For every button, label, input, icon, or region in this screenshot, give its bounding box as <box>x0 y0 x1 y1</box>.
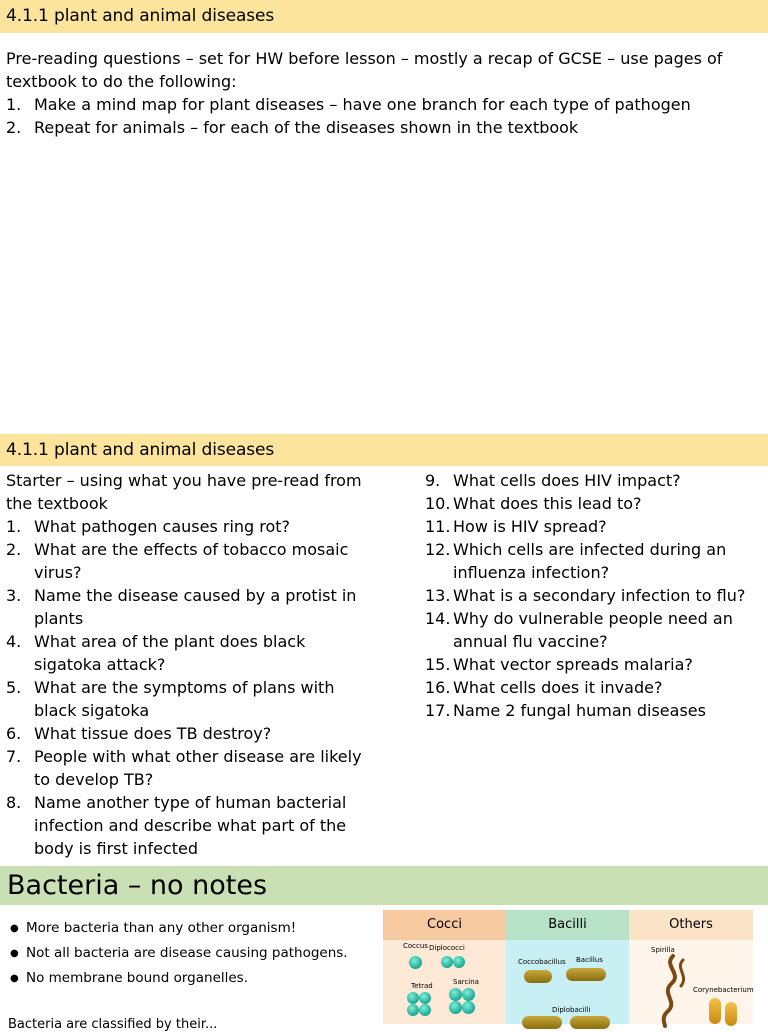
question-number: 7. <box>6 747 22 766</box>
question-item <box>425 515 760 538</box>
diplococci-label: Diplococci <box>429 944 465 952</box>
bacillus-label: Bacillus <box>576 956 603 964</box>
sarcina-icon <box>449 988 462 1001</box>
question-text: Name another type of human bacterial infection and describe what part of the body is first infected <box>34 793 347 858</box>
question-item <box>6 538 366 584</box>
tetrad-icon <box>419 992 431 1004</box>
list-item: 1. Make a mind map for plant diseases – have one branch for each type of pathogen <box>6 95 691 114</box>
sarcina-icon <box>462 1001 475 1014</box>
section2-title: 4.1.1 plant and animal diseases <box>6 440 275 460</box>
question-text: People with what other disease are likely to develop TB? <box>34 747 362 789</box>
question-text: What tissue does TB destroy? <box>34 724 272 743</box>
question-number: 2. <box>6 540 22 559</box>
question-list-right <box>425 469 760 722</box>
bullet-icon: ● <box>10 948 19 959</box>
diplococci-icon <box>441 956 453 968</box>
question-text: What are the effects of tobacco mosaic virus? <box>34 540 349 582</box>
question-item <box>425 584 760 607</box>
starter-left-column <box>6 469 366 860</box>
question-text: Which cells are infected during an influenza infection? <box>453 540 727 582</box>
question-item <box>6 791 366 860</box>
spirilla-label: Spirilla <box>651 946 675 954</box>
bacteria-title: Bacteria – no notes <box>7 870 268 901</box>
bacilli-column <box>506 910 629 1024</box>
question-text: What vector spreads malaria? <box>453 655 693 674</box>
prereading-block <box>6 47 756 139</box>
question-text: What area of the plant does black sigatoka attack? <box>34 632 306 674</box>
corynebacterium-icon <box>725 1002 737 1026</box>
question-item <box>425 538 760 584</box>
bullet-item: ● More bacteria than any other organism! <box>10 916 370 941</box>
question-number: 12. <box>425 540 451 559</box>
sarcina-icon <box>462 988 475 1001</box>
question-item <box>6 630 366 676</box>
diplobacilli-icon <box>570 1016 610 1029</box>
corynebacterium-icon <box>709 998 721 1024</box>
starter-intro: Starter – using what you have pre-read from the textbook <box>6 471 362 513</box>
bullet-item: ● Not all bacteria are disease causing pathogens. <box>10 941 370 966</box>
tetrad-label: Tetrad <box>411 982 433 990</box>
question-item <box>6 676 366 722</box>
bacilli-heading: Bacilli <box>506 910 629 940</box>
question-item <box>6 722 366 745</box>
cocci-column <box>383 910 506 1024</box>
bacteria-shapes-figure <box>383 910 753 1024</box>
question-number: 14. <box>425 609 451 628</box>
spirilla-icon <box>643 954 693 1026</box>
question-text: What cells does HIV impact? <box>453 471 681 490</box>
question-item <box>425 653 760 676</box>
question-item <box>425 607 760 653</box>
sarcina-icon <box>449 1001 462 1014</box>
others-body <box>629 940 753 1024</box>
cocci-heading: Cocci <box>383 910 506 940</box>
bacilli-body <box>506 940 629 1024</box>
question-item <box>425 469 760 492</box>
question-item <box>6 515 366 538</box>
question-item <box>6 745 366 791</box>
bullet-icon: ● <box>10 923 19 934</box>
bullet-item: ● No membrane bound organelles. <box>10 966 370 991</box>
question-number: 1. <box>6 517 22 536</box>
others-column <box>629 910 753 1024</box>
question-item <box>6 584 366 630</box>
question-item <box>425 492 760 515</box>
question-text: What does this lead to? <box>453 494 642 513</box>
bullet-icon: ● <box>10 973 19 984</box>
cocci-body <box>383 940 506 1024</box>
starter-right-column <box>425 469 760 722</box>
question-number: 10. <box>425 494 451 513</box>
diplobacilli-label: Diplobacilli <box>552 1006 591 1014</box>
question-item <box>425 699 760 722</box>
question-number: 8. <box>6 793 22 812</box>
cutoff-text: Bacteria are classified by their... <box>8 1017 218 1032</box>
question-text: What cells does it invade? <box>453 678 663 697</box>
question-number: 9. <box>425 471 441 490</box>
bacteria-bullets <box>10 916 370 991</box>
question-number: 5. <box>6 678 22 697</box>
diplococci-icon <box>453 956 465 968</box>
others-heading: Others <box>629 910 753 940</box>
coccobacillus-icon <box>524 970 552 983</box>
question-text: Why do vulnerable people need an annual flu vaccine? <box>453 609 733 651</box>
question-number: 13. <box>425 586 451 605</box>
bacillus-icon <box>566 968 606 981</box>
diplobacilli-icon <box>522 1016 562 1029</box>
question-number: 17. <box>425 701 451 720</box>
coccus-icon <box>409 956 422 969</box>
section1-header <box>0 0 768 33</box>
question-text: How is HIV spread? <box>453 517 607 536</box>
section1-title: 4.1.1 plant and animal diseases <box>6 6 275 26</box>
question-text: Name 2 fungal human diseases <box>453 701 706 720</box>
coccus-label: Coccus <box>403 942 428 950</box>
question-list-left <box>6 515 366 860</box>
prereading-intro: Pre-reading questions – set for HW before lesson – mostly a recap of GCSE – use pages of textbook to do the following: <box>6 49 723 91</box>
question-item <box>425 676 760 699</box>
question-text: What are the symptoms of plans with black sigatoka <box>34 678 335 720</box>
question-number: 15. <box>425 655 451 674</box>
question-text: What pathogen causes ring rot? <box>34 517 291 536</box>
tetrad-icon <box>419 1004 431 1016</box>
question-text: Name the disease caused by a protist in plants <box>34 586 357 628</box>
question-text: What is a secondary infection to flu? <box>453 586 746 605</box>
prereading-list <box>6 93 756 139</box>
tetrad-icon <box>407 992 419 1004</box>
corynebacterium-label: Corynebacterium <box>693 986 754 994</box>
question-number: 3. <box>6 586 22 605</box>
question-number: 6. <box>6 724 22 743</box>
sarcina-label: Sarcina <box>453 978 479 986</box>
list-item: 2. Repeat for animals – for each of the diseases shown in the textbook <box>6 118 579 137</box>
section2-header <box>0 434 768 466</box>
bacteria-header <box>0 866 768 905</box>
question-number: 11. <box>425 517 451 536</box>
tetrad-icon <box>407 1004 419 1016</box>
question-number: 16. <box>425 678 451 697</box>
question-number: 4. <box>6 632 22 651</box>
coccobacillus-label: Coccobacillus <box>518 958 566 966</box>
